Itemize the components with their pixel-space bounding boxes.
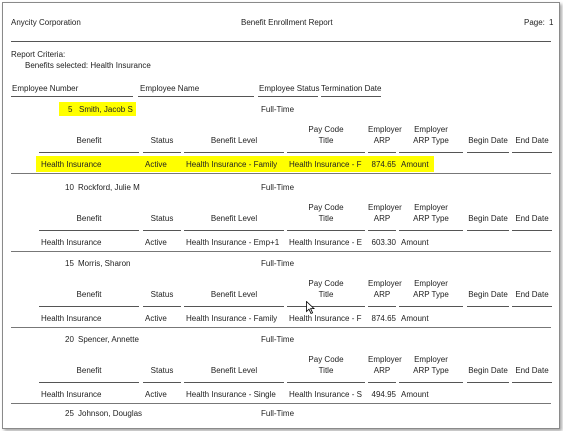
employee-name: Morris, Sharon xyxy=(78,259,131,268)
detail-header-employer-arp-line1: Employer xyxy=(368,279,402,288)
section-divider xyxy=(11,327,551,328)
detail-header-underline xyxy=(39,306,139,307)
detail-header-benefit: Benefit xyxy=(76,366,102,375)
cell-pay-code-title: Health Insurance - F xyxy=(289,314,362,323)
cell-employer-arp: 603.30 xyxy=(371,238,396,247)
cell-employer-arp-type: Amount xyxy=(401,238,429,247)
section-divider xyxy=(11,173,551,174)
employee-number: 15 xyxy=(65,259,74,268)
detail-header-benefit: Benefit xyxy=(76,136,102,145)
detail-header-employer-arp: ARP xyxy=(373,366,391,375)
cell-benefit-level: Health Insurance - Emp+1 xyxy=(186,238,280,247)
detail-header-pay-code-title-line1: Pay Code xyxy=(308,203,344,212)
detail-header-employer-arp-type-line1: Employer xyxy=(414,203,448,212)
detail-header-underline xyxy=(184,152,284,153)
detail-header-employer-arp-type: ARP Type xyxy=(413,214,449,223)
detail-header-pay-code-title-line1: Pay Code xyxy=(308,355,344,364)
detail-header-pay-code-title: Title xyxy=(318,136,334,145)
cell-status: Active xyxy=(145,238,167,247)
employee-status: Full-Time xyxy=(261,105,295,114)
detail-header-end-date: End Date xyxy=(515,136,549,145)
employee-number: 25 xyxy=(65,409,74,418)
detail-header-underline xyxy=(368,230,396,231)
employee-name: Rockford, Julie M xyxy=(78,183,140,192)
criteria-label: Report Criteria: xyxy=(11,50,66,59)
employee-name: Johnson, Douglas xyxy=(78,409,143,418)
detail-header-underline xyxy=(39,230,139,231)
employee-number: 20 xyxy=(65,335,74,344)
detail-header-benefit-level: Benefit Level xyxy=(210,214,258,223)
cell-employer-arp: 494.95 xyxy=(371,390,396,399)
detail-header-pay-code-title: Title xyxy=(318,366,334,375)
detail-header-underline xyxy=(512,152,552,153)
detail-header-end-date: End Date xyxy=(515,290,549,299)
criteria-benefits: Benefits selected: Health Insurance xyxy=(25,61,151,70)
detail-header-underline xyxy=(184,306,284,307)
report-title: Benefit Enrollment Report xyxy=(241,18,333,27)
detail-header-underline xyxy=(368,382,396,383)
detail-header-pay-code-title: Title xyxy=(318,214,334,223)
cell-status: Active xyxy=(145,390,167,399)
section-divider xyxy=(11,403,551,404)
detail-header-underline xyxy=(467,382,509,383)
cell-employer-arp-type: Amount xyxy=(401,314,429,323)
company-name: Anycity Corporation xyxy=(11,18,81,27)
detail-header-benefit: Benefit xyxy=(76,290,102,299)
cell-employer-arp-type: Amount xyxy=(401,160,429,169)
detail-header-end-date: End Date xyxy=(515,214,549,223)
employee-number: 10 xyxy=(65,183,74,192)
cell-employer-arp: 874.65 xyxy=(371,314,396,323)
detail-header-underline xyxy=(399,230,463,231)
detail-header-benefit-level: Benefit Level xyxy=(210,290,258,299)
cell-status: Active xyxy=(145,314,167,323)
detail-header-begin-date: Begin Date xyxy=(468,290,508,299)
detail-header-benefit-level: Benefit Level xyxy=(210,136,258,145)
detail-header-benefit-level: Benefit Level xyxy=(210,366,258,375)
detail-header-underline xyxy=(287,230,365,231)
detail-header-status: Status xyxy=(150,214,174,223)
detail-header-underline xyxy=(368,152,396,153)
employee-status: Full-Time xyxy=(261,259,295,268)
detail-header-underline xyxy=(39,382,139,383)
cell-benefit: Health Insurance xyxy=(41,160,102,169)
detail-header-underline xyxy=(467,230,509,231)
cell-benefit: Health Insurance xyxy=(41,238,102,247)
detail-header-employer-arp-type-line1: Employer xyxy=(414,355,448,364)
detail-header-underline xyxy=(143,230,181,231)
detail-header-begin-date: Begin Date xyxy=(468,214,508,223)
cell-benefit-level: Health Insurance - Single xyxy=(186,390,276,399)
cell-employer-arp: 874.65 xyxy=(371,160,396,169)
employee-status: Full-Time xyxy=(261,183,295,192)
col-employee-status: Employee Status xyxy=(259,84,320,93)
cell-employer-arp-type: Amount xyxy=(401,390,429,399)
detail-header-begin-date: Begin Date xyxy=(468,366,508,375)
detail-header-underline xyxy=(399,382,463,383)
detail-header-employer-arp-line1: Employer xyxy=(368,203,402,212)
detail-header-employer-arp-type: ARP Type xyxy=(413,366,449,375)
detail-header-benefit: Benefit xyxy=(76,214,102,223)
employee-name: Smith, Jacob S xyxy=(79,105,133,114)
detail-header-employer-arp-line1: Employer xyxy=(368,125,402,134)
header-divider xyxy=(11,41,551,42)
report-page xyxy=(2,2,560,429)
employee-status: Full-Time xyxy=(261,409,295,418)
detail-header-status: Status xyxy=(150,290,174,299)
detail-header-underline xyxy=(399,306,463,307)
detail-header-underline xyxy=(287,306,365,307)
detail-header-underline xyxy=(512,230,552,231)
cell-benefit-level: Health Insurance - Family xyxy=(186,160,278,169)
cell-status: Active xyxy=(145,160,167,169)
cell-pay-code-title: Health Insurance - F xyxy=(289,160,362,169)
detail-header-underline xyxy=(143,382,181,383)
detail-header-employer-arp-type: ARP Type xyxy=(413,290,449,299)
col-termination-date: Termination Date xyxy=(321,84,382,93)
detail-header-underline xyxy=(512,382,552,383)
detail-header-employer-arp-type: ARP Type xyxy=(413,136,449,145)
detail-header-underline xyxy=(184,382,284,383)
employee-number: 5 xyxy=(68,105,73,114)
cell-benefit: Health Insurance xyxy=(41,390,102,399)
detail-header-underline xyxy=(512,306,552,307)
section-divider xyxy=(11,251,551,252)
page-number: 1 xyxy=(549,18,554,27)
detail-header-status: Status xyxy=(150,136,174,145)
detail-header-employer-arp-line1: Employer xyxy=(368,355,402,364)
detail-header-underline xyxy=(143,306,181,307)
detail-header-begin-date: Begin Date xyxy=(468,136,508,145)
detail-header-employer-arp: ARP xyxy=(373,136,391,145)
detail-header-employer-arp-type-line1: Employer xyxy=(414,279,448,288)
detail-header-employer-arp: ARP xyxy=(373,214,391,223)
detail-header-underline xyxy=(143,152,181,153)
col-employee-name: Employee Name xyxy=(140,84,200,93)
detail-header-underline xyxy=(287,152,365,153)
mouse-pointer-icon xyxy=(306,301,315,314)
col-employee-number: Employee Number xyxy=(12,84,79,93)
employee-status: Full-Time xyxy=(261,335,295,344)
detail-header-pay-code-title-line1: Pay Code xyxy=(308,125,344,134)
detail-header-underline xyxy=(368,306,396,307)
detail-header-status: Status xyxy=(150,366,174,375)
cell-benefit: Health Insurance xyxy=(41,314,102,323)
cell-benefit-level: Health Insurance - Family xyxy=(186,314,278,323)
detail-header-underline xyxy=(399,152,463,153)
detail-header-underline xyxy=(287,382,365,383)
detail-header-end-date: End Date xyxy=(515,366,549,375)
detail-header-underline xyxy=(39,152,139,153)
cell-pay-code-title: Health Insurance - S xyxy=(289,390,362,399)
detail-header-pay-code-title: Title xyxy=(318,290,334,299)
detail-header-underline xyxy=(467,152,509,153)
detail-header-employer-arp-type-line1: Employer xyxy=(414,125,448,134)
detail-header-underline xyxy=(467,306,509,307)
detail-header-employer-arp: ARP xyxy=(373,290,391,299)
cell-pay-code-title: Health Insurance - E xyxy=(289,238,362,247)
employee-name: Spencer, Annette xyxy=(78,335,139,344)
detail-header-pay-code-title-line1: Pay Code xyxy=(308,279,344,288)
page-label: Page: xyxy=(524,18,545,27)
detail-header-underline xyxy=(184,230,284,231)
